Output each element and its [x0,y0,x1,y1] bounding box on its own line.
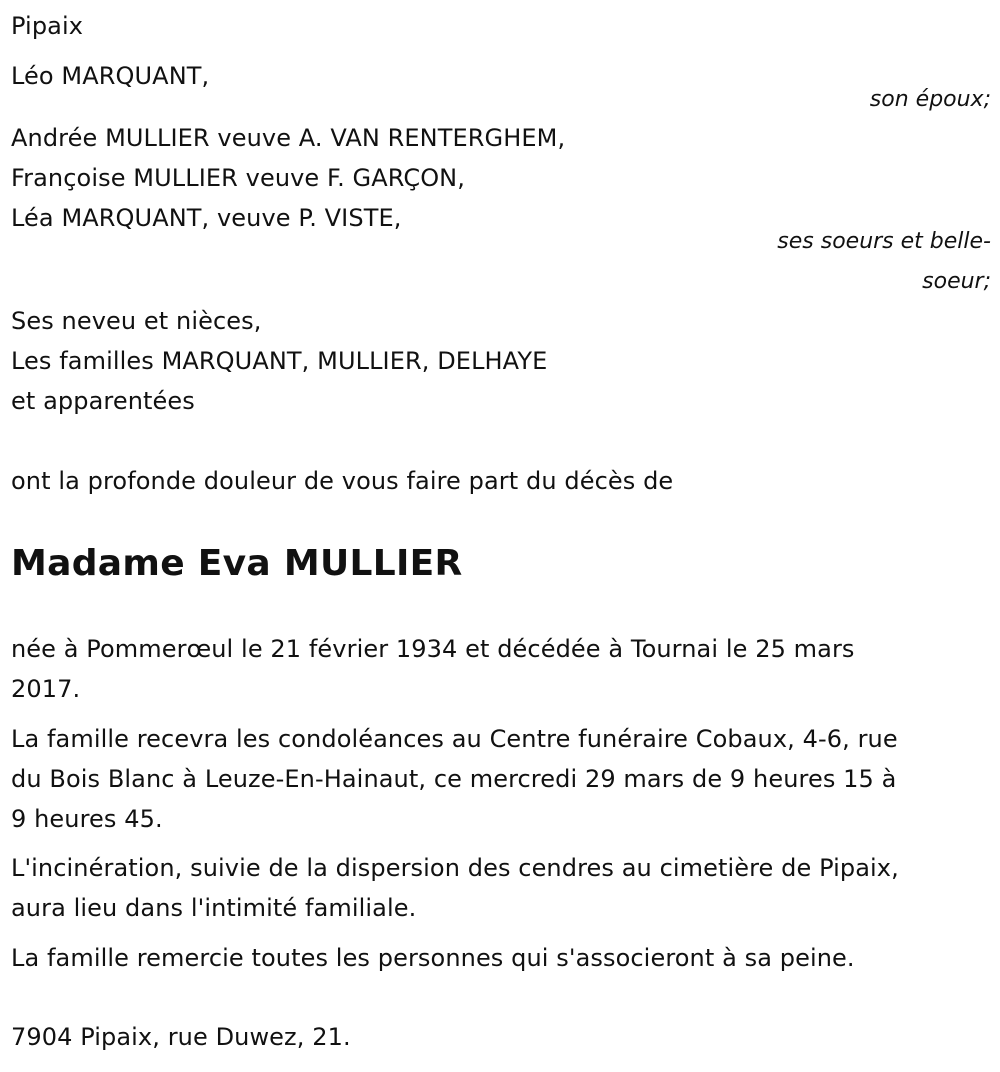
relatives-line: et apparentées [11,387,195,415]
sibling-line: Andrée MULLIER veuve A. VAN RENTERGHEM, [11,124,566,152]
condolences-text-cont: 9 heures 45. [11,805,163,833]
cremation-text: L'incinération, suivie de la dispersion des cendres au cimetière de Pipaix, [11,854,899,882]
announcement-text: ont la profonde douleur de vous faire part du décès de [11,467,674,495]
birth-death-text-cont: 2017. [11,675,81,703]
siblings-relation-cont: soeur; [922,269,991,294]
thanks-text: La famille remercie toutes les personnes qui s'associeront à sa peine. [11,944,855,972]
condolences-text: La famille recevra les condoléances au Centre funéraire Cobaux, 4-6, rue [11,725,898,753]
cremation-text-cont: aura lieu dans l'intimité familiale. [11,894,417,922]
deceased-name: Madame Eva MULLIER [11,543,463,584]
condolences-text-cont: du Bois Blanc à Leuze-En-Hainaut, ce mercredi 29 mars de 9 heures 15 à [11,765,897,793]
siblings-relation: ses soeurs et belle- [777,229,991,254]
locality: Pipaix [11,12,84,40]
sibling-line: Léa MARQUANT, veuve P. VISTE, [11,204,402,232]
address-text: 7904 Pipaix, rue Duwez, 21. [11,1023,351,1051]
spouse-relation: son époux; [869,87,991,112]
relatives-line: Les familles MARQUANT, MULLIER, DELHAYE [11,347,548,375]
relatives-line: Ses neveu et nièces, [11,307,262,335]
spouse-name: Léo MARQUANT, [11,62,210,90]
birth-death-text: née à Pommerœul le 21 février 1934 et décédée à Tournai le 25 mars [11,635,855,663]
sibling-line: Françoise MULLIER veuve F. GARÇON, [11,164,465,192]
